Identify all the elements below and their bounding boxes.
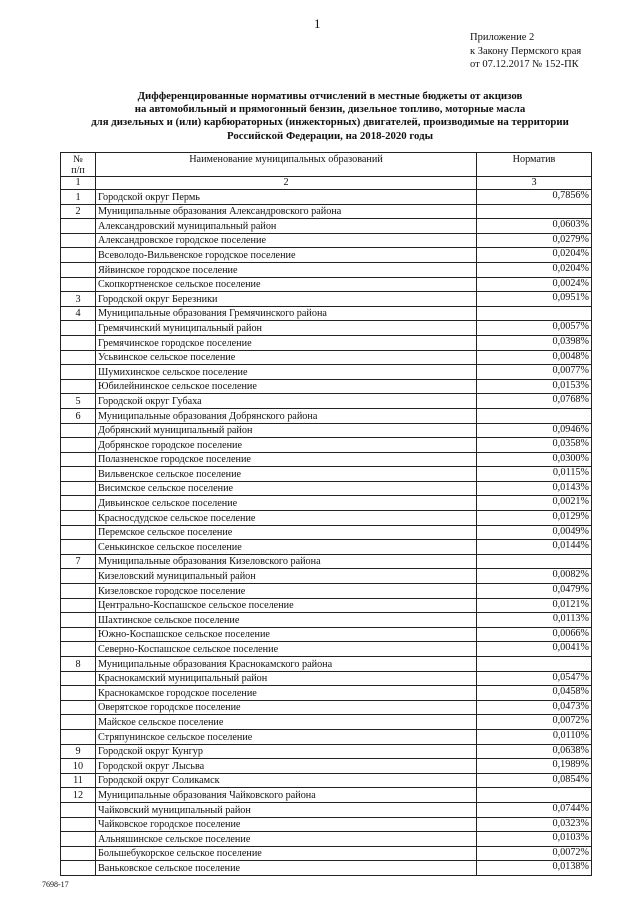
table-row	[61, 496, 592, 511]
row-value: 0,0121%	[477, 598, 592, 613]
header-name: Наименование муниципальных образований	[96, 153, 477, 177]
table-row	[61, 700, 592, 715]
row-num: 5	[61, 394, 96, 409]
row-value: 0,0082%	[477, 569, 592, 584]
row-name: Висимское сельское поселение	[96, 481, 477, 496]
table-row	[61, 686, 592, 701]
table-row	[61, 671, 592, 686]
row-name: Юбилейнинское сельское поселение	[96, 379, 477, 394]
row-name: Краснокамский муниципальный район	[96, 671, 477, 686]
table-row	[61, 729, 592, 744]
table-row	[61, 511, 592, 526]
row-num: 12	[61, 788, 96, 803]
row-value: 0,0066%	[477, 627, 592, 642]
row-name: Южно-Коспашское сельское поселение	[96, 627, 477, 642]
row-name: Муниципальные образования Краснокамского района	[96, 657, 477, 672]
table-row	[61, 190, 592, 205]
row-num	[61, 642, 96, 657]
document-title	[60, 90, 600, 143]
row-value: 0,0547%	[477, 671, 592, 686]
row-name: Стряпунинское сельское поселение	[96, 729, 477, 744]
table-row	[61, 788, 592, 803]
table-row	[61, 584, 592, 599]
row-value: 0,0638%	[477, 744, 592, 759]
row-num	[61, 569, 96, 584]
row-value: 0,0204%	[477, 262, 592, 277]
row-name: Александровское городское поселение	[96, 233, 477, 248]
row-num	[61, 861, 96, 876]
row-name: Муниципальные образования Чайковского района	[96, 788, 477, 803]
row-value: 0,1989%	[477, 759, 592, 774]
row-name: Ваньковское сельское поселение	[96, 861, 477, 876]
row-value: 0,0458%	[477, 686, 592, 701]
appendix-line-2: к Закону Пермского края	[470, 45, 582, 57]
row-value: 0,0049%	[477, 525, 592, 540]
row-name: Всеволодо-Вильвенское городское поселение	[96, 248, 477, 263]
appendix-header	[470, 31, 581, 72]
row-num: 9	[61, 744, 96, 759]
row-num	[61, 452, 96, 467]
row-num	[61, 832, 96, 847]
row-value	[477, 408, 592, 423]
footer-code: 7698-17	[42, 880, 69, 889]
row-num: 1	[61, 190, 96, 205]
table-row	[61, 408, 592, 423]
row-name: Чайковское городское поселение	[96, 817, 477, 832]
row-name: Перемское сельское поселение	[96, 525, 477, 540]
row-name: Оверятское городское поселение	[96, 700, 477, 715]
table-row	[61, 321, 592, 336]
row-num	[61, 846, 96, 861]
row-num	[61, 350, 96, 365]
row-num	[61, 817, 96, 832]
row-num	[61, 335, 96, 350]
row-name: Муниципальные образования Кизеловского района	[96, 554, 477, 569]
title-line-4: Российской Федерации, на 2018-2020 годы	[227, 129, 433, 142]
row-value: 0,0024%	[477, 277, 592, 292]
row-name: Шахтинское сельское поселение	[96, 613, 477, 628]
table-row	[61, 204, 592, 219]
table-row	[61, 832, 592, 847]
table-row	[61, 423, 592, 438]
header-num: № п/п	[61, 153, 96, 177]
row-num: 11	[61, 773, 96, 788]
table-row	[61, 569, 592, 584]
row-num	[61, 802, 96, 817]
row-value: 0,0854%	[477, 773, 592, 788]
table-row	[61, 554, 592, 569]
row-num	[61, 540, 96, 555]
row-value: 0,0744%	[477, 802, 592, 817]
row-name: Городской округ Березники	[96, 292, 477, 307]
table-header-row	[61, 153, 592, 177]
table-row	[61, 292, 592, 307]
title-line-2: на автомобильный и прямогонный бензин, дизельное топливо, моторные масла	[134, 103, 526, 116]
row-value: 0,0143%	[477, 481, 592, 496]
row-value: 0,0129%	[477, 511, 592, 526]
row-value	[477, 306, 592, 321]
row-value: 0,0021%	[477, 496, 592, 511]
row-num	[61, 584, 96, 599]
table-row	[61, 248, 592, 263]
table-row	[61, 802, 592, 817]
row-value: 0,0300%	[477, 452, 592, 467]
table-row	[61, 817, 592, 832]
row-name: Муниципальные образования Гремячинского района	[96, 306, 477, 321]
table-row	[61, 540, 592, 555]
row-name: Городской округ Соликамск	[96, 773, 477, 788]
table-row	[61, 481, 592, 496]
row-value: 0,0279%	[477, 233, 592, 248]
table-row	[61, 262, 592, 277]
row-num	[61, 233, 96, 248]
row-value: 0,0077%	[477, 365, 592, 380]
index-cell-2: 2	[96, 177, 477, 190]
table-row	[61, 759, 592, 774]
row-value: 0,0603%	[477, 219, 592, 234]
row-num	[61, 467, 96, 482]
row-name: Полазненское городское поселение	[96, 452, 477, 467]
row-name: Скопкортненское сельское поселение	[96, 277, 477, 292]
row-num	[61, 627, 96, 642]
table-row	[61, 452, 592, 467]
row-value: 0,0946%	[477, 423, 592, 438]
row-num: 8	[61, 657, 96, 672]
row-name: Александровский муниципальный район	[96, 219, 477, 234]
row-value	[477, 554, 592, 569]
row-name: Красносдудское сельское поселение	[96, 511, 477, 526]
row-num: 2	[61, 204, 96, 219]
table-row	[61, 861, 592, 876]
row-name: Городской округ Пермь	[96, 190, 477, 205]
table-row	[61, 525, 592, 540]
row-name: Центрально-Коспашское сельское поселение	[96, 598, 477, 613]
row-num: 3	[61, 292, 96, 307]
row-name: Муниципальные образования Александровского района	[96, 204, 477, 219]
row-num	[61, 321, 96, 336]
table-row	[61, 394, 592, 409]
table-row	[61, 598, 592, 613]
index-cell-3: 3	[477, 177, 592, 190]
row-value: 0,0358%	[477, 438, 592, 453]
norms-table	[60, 152, 592, 876]
row-name: Сенькинское сельское поселение	[96, 540, 477, 555]
title-line-3: для дизельных и (или) карбюраторных (инжекторных) двигателей, производимые на территории	[91, 116, 569, 129]
row-name: Гремячинский муниципальный район	[96, 321, 477, 336]
row-num	[61, 700, 96, 715]
row-num	[61, 365, 96, 380]
table-row	[61, 773, 592, 788]
table-row	[61, 379, 592, 394]
row-value: 0,0048%	[477, 350, 592, 365]
row-num	[61, 379, 96, 394]
row-num	[61, 613, 96, 628]
row-name: Городской округ Лысьва	[96, 759, 477, 774]
table-row	[61, 627, 592, 642]
row-num	[61, 686, 96, 701]
title-line-1: Дифференцированные нормативы отчислений в местные бюджеты от акцизов	[137, 90, 523, 102]
row-name: Добрянское городское поселение	[96, 438, 477, 453]
table-index-row	[61, 177, 592, 190]
row-value: 0,0473%	[477, 700, 592, 715]
row-value: 0,0138%	[477, 861, 592, 876]
row-value: 0,0479%	[477, 584, 592, 599]
row-value: 0,0072%	[477, 846, 592, 861]
row-num	[61, 423, 96, 438]
table-row	[61, 306, 592, 321]
row-name: Городской округ Кунгур	[96, 744, 477, 759]
row-value: 0,0103%	[477, 832, 592, 847]
row-value	[477, 657, 592, 672]
row-name: Гремячинское городское поселение	[96, 335, 477, 350]
row-value: 0,0115%	[477, 467, 592, 482]
row-name: Краснокамское городское поселение	[96, 686, 477, 701]
appendix-line-3: от 07.12.2017 № 152-ПК	[470, 59, 579, 70]
row-value: 0,0153%	[477, 379, 592, 394]
row-num	[61, 248, 96, 263]
table-row	[61, 744, 592, 759]
row-name: Большебукорское сельское поселение	[96, 846, 477, 861]
row-num	[61, 511, 96, 526]
row-value: 0,0768%	[477, 394, 592, 409]
table-row	[61, 277, 592, 292]
table-row	[61, 467, 592, 482]
table-row	[61, 335, 592, 350]
row-name: Яйвинское городское поселение	[96, 262, 477, 277]
row-name: Добрянский муниципальный район	[96, 423, 477, 438]
row-num	[61, 598, 96, 613]
row-value: 0,7856%	[477, 190, 592, 205]
table-row	[61, 350, 592, 365]
row-value: 0,0110%	[477, 729, 592, 744]
row-num	[61, 525, 96, 540]
row-name: Чайковский муниципальный район	[96, 802, 477, 817]
row-value: 0,0072%	[477, 715, 592, 730]
table-row	[61, 233, 592, 248]
row-name: Вильвенское сельское поселение	[96, 467, 477, 482]
row-num	[61, 496, 96, 511]
row-num: 6	[61, 408, 96, 423]
row-num	[61, 671, 96, 686]
row-name: Дивьинское сельское поселение	[96, 496, 477, 511]
table-row	[61, 715, 592, 730]
row-num: 4	[61, 306, 96, 321]
row-value: 0,0057%	[477, 321, 592, 336]
row-value	[477, 204, 592, 219]
table-row	[61, 657, 592, 672]
row-name: Шумихинское сельское поселение	[96, 365, 477, 380]
table-row	[61, 438, 592, 453]
table-row	[61, 365, 592, 380]
row-num	[61, 219, 96, 234]
row-name: Усьвинское сельское поселение	[96, 350, 477, 365]
table-row	[61, 846, 592, 861]
row-name: Кизеловское городское поселение	[96, 584, 477, 599]
row-name: Муниципальные образования Добрянского района	[96, 408, 477, 423]
row-value: 0,0113%	[477, 613, 592, 628]
row-num	[61, 729, 96, 744]
page-number: 1	[314, 16, 321, 31]
header-norm: Норматив	[477, 153, 592, 177]
index-cell-1: 1	[61, 177, 96, 190]
row-num: 10	[61, 759, 96, 774]
row-num	[61, 262, 96, 277]
row-value: 0,0041%	[477, 642, 592, 657]
appendix-line-1: Приложение 2	[470, 32, 535, 43]
table-row	[61, 642, 592, 657]
row-name: Майское сельское поселение	[96, 715, 477, 730]
row-value: 0,0323%	[477, 817, 592, 832]
row-value: 0,0398%	[477, 335, 592, 350]
row-name: Городской округ Губаха	[96, 394, 477, 409]
row-value: 0,0144%	[477, 540, 592, 555]
table-row	[61, 219, 592, 234]
row-num	[61, 277, 96, 292]
row-name: Альняшинское сельское поселение	[96, 832, 477, 847]
table-row	[61, 613, 592, 628]
row-num	[61, 438, 96, 453]
row-num	[61, 481, 96, 496]
row-num: 7	[61, 554, 96, 569]
row-value: 0,0951%	[477, 292, 592, 307]
row-num	[61, 715, 96, 730]
row-value: 0,0204%	[477, 248, 592, 263]
row-value	[477, 788, 592, 803]
row-name: Кизеловский муниципальный район	[96, 569, 477, 584]
row-name: Северно-Коспашское сельское поселение	[96, 642, 477, 657]
